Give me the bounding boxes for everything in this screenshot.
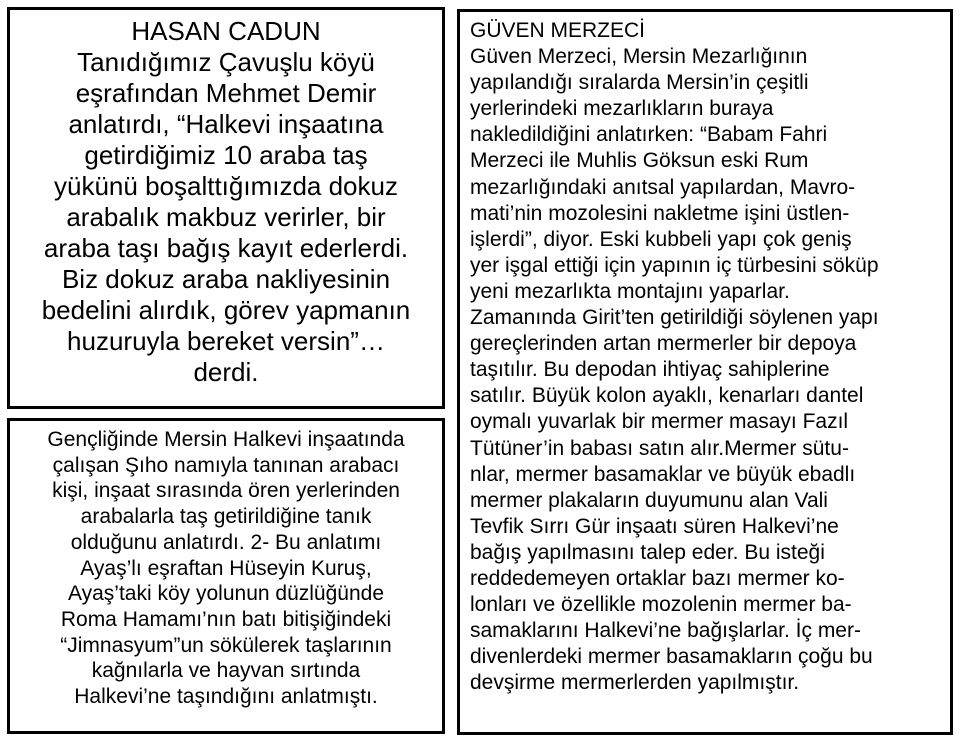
text-line: devşirme mermerlerden yapılmıştır.: [470, 671, 800, 695]
text-line: divenlerdeki mermer basamakların çoğu bu: [470, 645, 873, 669]
text-line: getirdiğimiz 10 araba taş: [84, 140, 368, 170]
text-line: Tütüner’in babası satın alır.Mermer sütu-: [470, 436, 849, 460]
text-line: olduğunu anlatırdı. 2- Bu anlatımı: [70, 530, 382, 554]
text-line: mati’nin mozolesini nakletme işini üstlen-: [470, 201, 850, 225]
hasan-cadun-text-box: [7, 7, 445, 409]
text-line: çalışan Şıho namıyla tanınan arabacı: [52, 453, 400, 477]
text-line: mezarlığındaki anıtsal yapılardan, Mavro-: [470, 175, 856, 199]
text-line: kişi, inşaat sırasında ören yerlerinden: [52, 479, 400, 503]
text-line: Tevfik Sırrı Gür inşaatı süren Halkevi’ne: [470, 514, 839, 538]
text-line: Ayaş’taki köy yolunun düzlüğünde: [68, 582, 384, 606]
text-line: lonları ve özellikle mozolenin mermer ba-: [470, 593, 852, 617]
text-line: reddedemeyen ortaklar bazı mermer ko-: [470, 566, 845, 590]
text-line: mermer plakaların duyumunu alan Vali: [470, 488, 828, 512]
text-line: oymalı yuvarlak bir mermer masayı Fazıl: [470, 410, 849, 434]
guven-merzeci-text-box: [457, 9, 953, 735]
text-line: araba taşı bağış kayıt ederlerdi.: [43, 233, 409, 263]
text-line: yer işgal ettiği için yapının iç türbesini söküp: [470, 253, 879, 277]
text-line: “Jimnasyum”un sökülerek taşlarının: [60, 633, 392, 657]
text-line: Roma Hamamı’nın batı bitişiğindeki: [60, 607, 392, 631]
text-line: nlar, mermer basamaklar ve büyük ebadlı: [470, 462, 856, 486]
text-line: satılır. Büyük kolon ayaklı, kenarları dantel: [470, 384, 864, 408]
text-line: işlerdi”, diyor. Eski kubbeli yapı çok geniş: [470, 227, 852, 251]
text-line: eşrafından Mehmet Demir: [75, 78, 377, 108]
text-line: Gençliğinde Mersin Halkevi inşaatında: [47, 428, 405, 451]
text-line: arabalık makbuz verirler, bir: [66, 202, 386, 232]
text-line: nakledildiğini anlatırken: “Babam Fahri: [470, 123, 828, 147]
text-line: yükünü boşalttığımızda dokuz: [54, 171, 398, 201]
text-line: arabalarla taş getirildiğine tanık: [80, 505, 372, 529]
text-line: bedelini alırdık, görev yapmanın: [41, 295, 411, 325]
text-line: Biz dokuz araba nakliyesinin: [61, 264, 391, 294]
text-line: samaklarını Halkevi’ne bağışlarlar. İç mer-: [470, 619, 861, 643]
text-line: bağış yapılmasını talep eder. Bu isteği: [470, 540, 825, 564]
text-line: Tanıdığımız Çavuşlu köyü: [77, 47, 375, 77]
box-title: HASAN CADUN: [131, 16, 321, 46]
text-line: anlatırdı, “Halkevi inşaatına: [68, 109, 384, 139]
text-line: yapılandığı sıralarda Mersin’in çeşitli: [470, 71, 809, 95]
box-title: GÜVEN MERZECİ: [470, 19, 646, 42]
halkevi-construction-text-box: [7, 418, 445, 734]
text-line: taşıtılır. Bu depodan ihtiyaç sahiplerine: [470, 358, 830, 382]
text-line: Merzeci ile Muhlis Göksun eski Rum: [470, 149, 809, 173]
text-line: kağnılarla ve hayvan sırtında: [91, 659, 361, 683]
text-line: Zamanında Girit’ten getirildiği söylenen yapı: [470, 306, 879, 330]
text-line: Ayaş’lı eşraftan Hüseyin Kuruş,: [80, 556, 372, 580]
text-line: yerlerindeki mezarlıkların buraya: [470, 97, 774, 121]
text-line: Güven Merzeci, Mersin Mezarlığının: [470, 45, 808, 69]
text-line: gereçlerinden artan mermerler bir depoya: [470, 332, 857, 356]
text-line: yeni mezarlıkta montajını yaparlar.: [470, 279, 790, 303]
text-line: huzuruyla bereket versin”…: [67, 326, 385, 356]
text-line: derdi.: [193, 357, 259, 387]
text-line: Halkevi’ne taşındığını anlatmıştı.: [74, 685, 378, 709]
